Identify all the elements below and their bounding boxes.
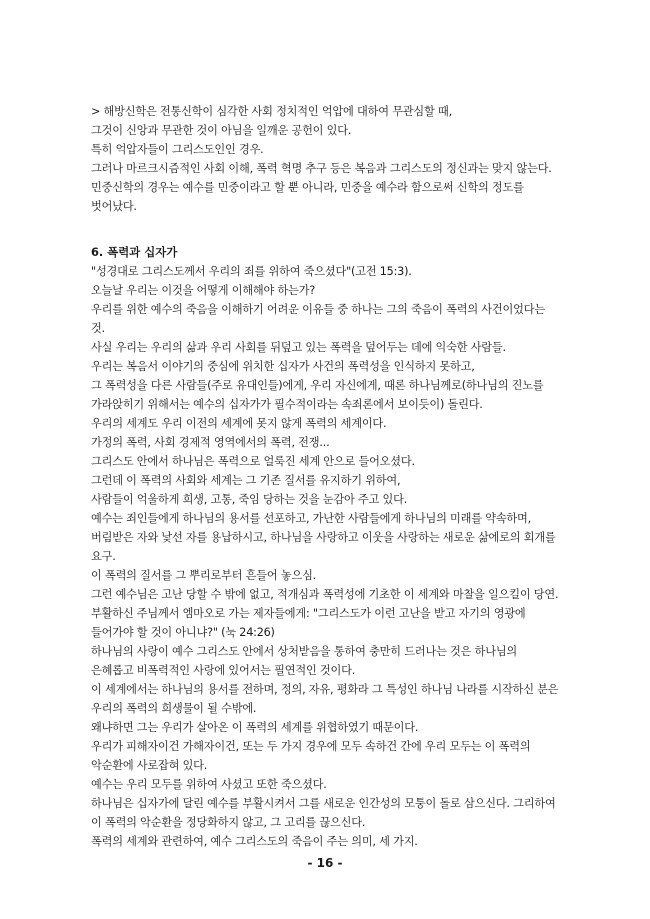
paragraph: > 해방신학은 전통신학이 심각한 사회 정치적인 억압에 대하여 무관심할 때, [91, 105, 452, 118]
paragraph: 가정의 폭력, 사회 경제적 영역에서의 폭력, 전쟁... [91, 436, 330, 449]
paragraph: 특히 억압자들이 그리스도인인 경우. [91, 143, 264, 156]
paragraph: 하나님은 십자가에 달린 예수를 부활시켜서 그를 새로운 인간성의 모퉁이 돌로 삼으신다. 그리하여 이 폭력의 악순환을 정당화하지 않고, 그 고리를 끊으신다. [91, 797, 556, 829]
paragraph: 우리를 위한 예수의 죽음을 이해하기 어려운 이유들 중 하나는 그의 죽음이 폭력의 사건이었다는 것. [91, 303, 545, 335]
paragraph: "성경대로 그리스도께서 우리의 죄를 위하여 죽으셨다"(고전 15:3). [91, 265, 412, 278]
paragraph: 사실 우리는 우리의 삶과 우리 사회를 뒤덮고 있는 폭력을 덮어두는 데에 익숙한 사람들. [91, 341, 506, 354]
paragraph: 민중신학의 경우는 예수를 민중이라고 할 뿐 아니라, 민중을 예수라 함으로써 신학의 정도를 벗어났다. [91, 181, 524, 213]
paragraph: 이 세계에서는 하나님의 용서를 전하며, 정의, 자유, 평화라 그 특성인 하나님 나라를 시작하신 분은 우리의 폭력의 희생물이 될 수밖에. [91, 683, 559, 715]
paragraph: 폭력의 세계와 관련하여, 예수 그리스도의 죽음이 주는 의미, 세 가지. [91, 835, 418, 848]
paragraph: 예수는 우리 모두를 위하여 사셨고 또한 죽으셨다. [91, 778, 327, 791]
paragraph: 이 폭력의 질서를 그 뿌리로부터 흔들어 놓으심. [91, 569, 317, 582]
paragraph: 우리의 세계도 우리 이전의 세계에 못지 않게 폭력의 세계이다. [91, 417, 387, 430]
paragraph: 예수는 죄인들에게 하나님의 용서를 선포하고, 가난한 사람들에게 하나님의 미래를 약속하며, 버림받은 자와 낯선 자를 용납하시고, 하나님을 사랑하고 이웃을 사랑하는 새로운 삶에로의 회개를 요구. [91, 512, 556, 563]
paragraph: 그런데 이 폭력의 사회와 세계는 그 기존 질서를 유지하기 위하여, [91, 474, 401, 487]
paragraph: 그 폭력성을 다른 사람들(주로 유대인들)에게, 우리 자신에게, 때론 하나님께로(하나님의 진노를 가라앉히기 위해서는 예수의 십자가가 필수적이라는 속죄론에서 보이듯이) 돌린다. [91, 379, 544, 411]
paragraph: 그러나 마르크시즘적인 사회 이해, 폭력 혁명 추구 등은 복음과 그리스도의 정신과는 맞지 않는다. [91, 162, 552, 175]
paragraph: 그것이 신앙과 무관한 것이 아님을 일깨운 공헌이 있다. [91, 124, 352, 137]
section-liberation-theology [91, 102, 561, 216]
paragraph: 하나님의 사랑이 예수 그리스도 안에서 상처받음을 통하여 충만히 드러나는 것은 하나님의 은혜롭고 비폭력적인 사랑에 있어서는 필연적인 것이다. [91, 645, 518, 677]
section-heading: 6. 폭력과 십자가 [91, 245, 178, 259]
paragraph: 오늘날 우리는 이것을 어떻게 이해해야 하는가? [91, 284, 316, 297]
paragraph: 부활하신 주님께서 엠마오로 가는 제자들에게: "그리스도가 이런 고난을 받고 자기의 영광에 들어가야 할 것이 아니냐?" (눅 24:26) [91, 607, 526, 639]
paragraph: 사람들이 억울하게 희생, 고통, 죽임 당하는 것을 눈감아 주고 있다. [91, 493, 408, 506]
paragraph: 우리가 피해자이건 가해자이건, 또는 두 가지 경우에 모두 속하건 간에 우리 모두는 이 폭력의 악순환에 사로잡혀 있다. [91, 740, 531, 772]
paragraph: 그리스도 안에서 하나님은 폭력으로 얼룩진 세계 안으로 들어오셨다. [91, 455, 415, 468]
paragraph: 왜냐하면 그는 우리가 살아온 이 폭력의 세계를 위협하였기 때문이다. [91, 721, 419, 734]
paragraph: 우리는 복음서 이야기의 중심에 위치한 십자가 사건의 폭력성을 인식하지 못하고, [91, 360, 475, 373]
page-number: - 16 - [307, 856, 343, 870]
paragraph: 그런 예수님은 고난 당할 수 밖에 없고, 적개심과 폭력성에 기초한 이 세계와 마찰을 일으킬이 당연. [91, 588, 559, 601]
section-violence-and-cross [91, 243, 561, 851]
